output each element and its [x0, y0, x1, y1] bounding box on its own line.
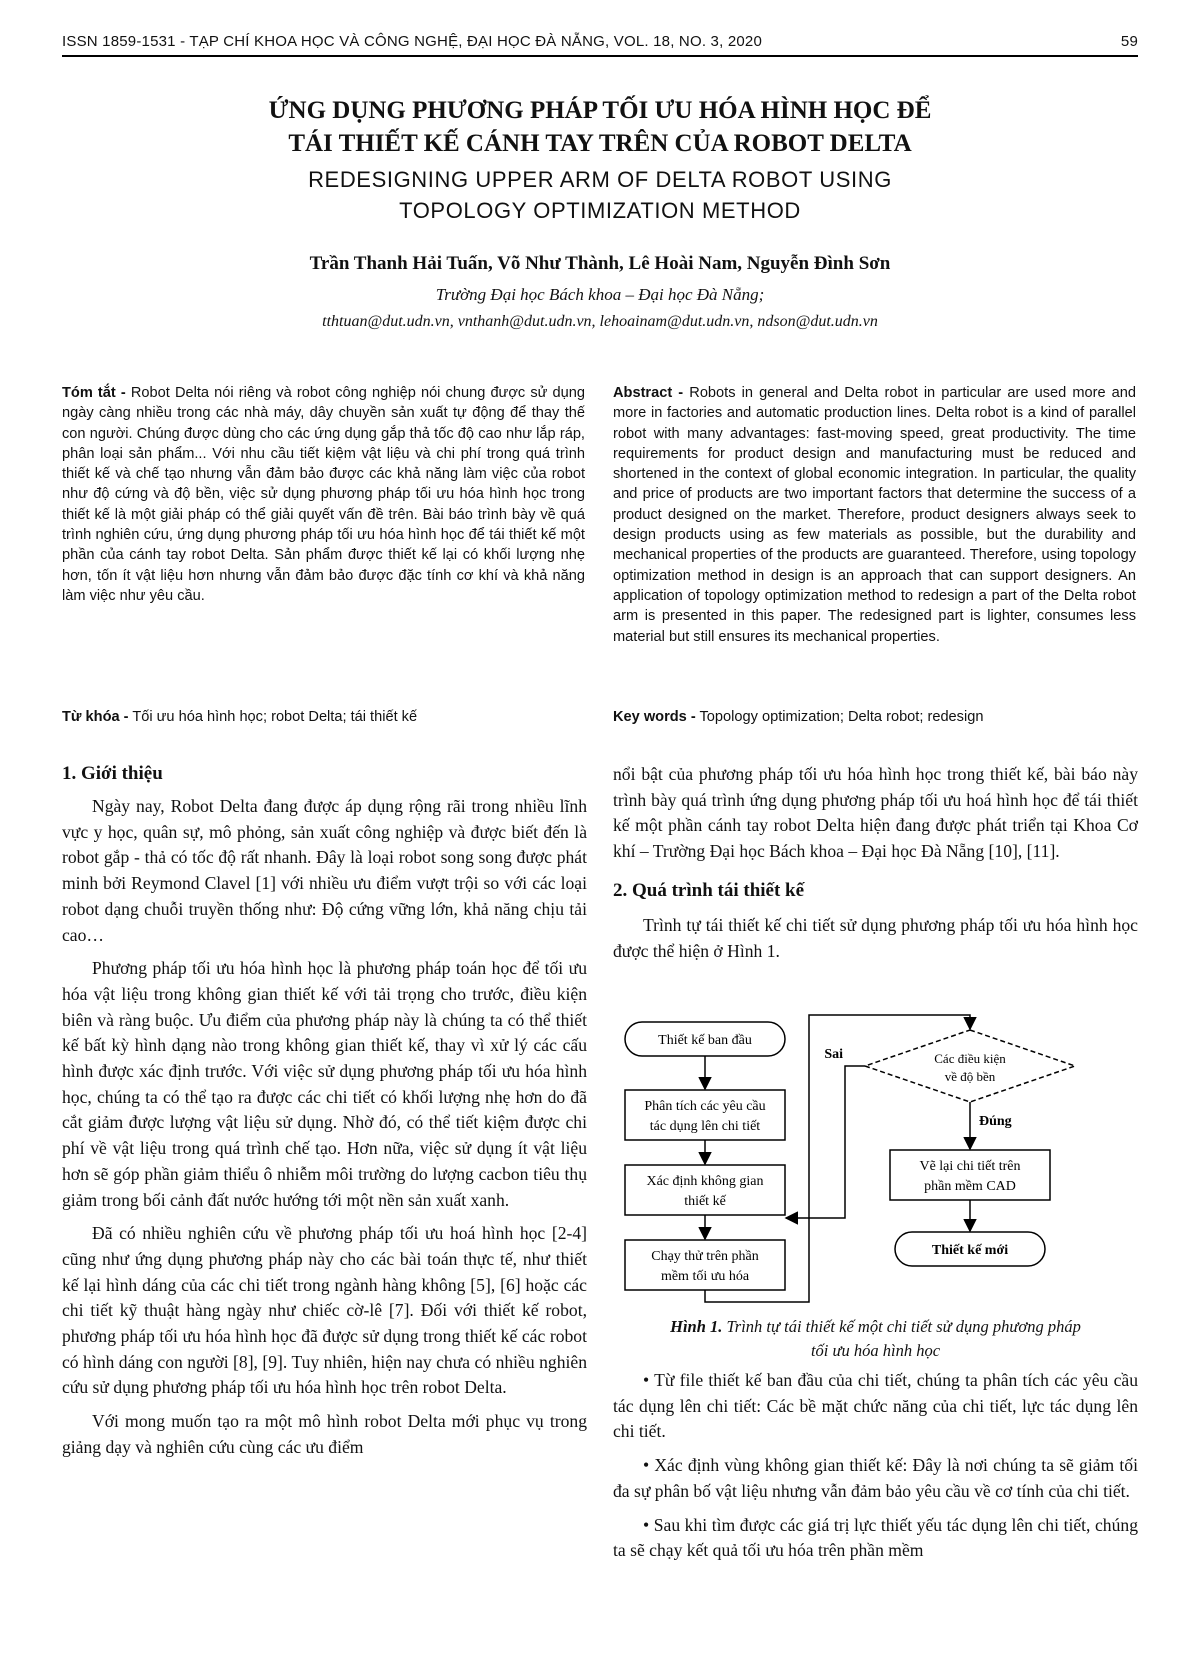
figure-1-caption-text: Trình tự tái thiết kế một chi tiết sử dụng phương pháp [726, 1317, 1081, 1336]
author-emails: tthtuan@dut.udn.vn, vnthanh@dut.udn.vn, lehoainam@dut.udn.vn, ndson@dut.udn.vn [322, 313, 878, 330]
flow-step-analyze-line-1: Phân tích các yêu cầu [644, 1099, 766, 1114]
figure-1-caption-label: Hình 1. [670, 1317, 723, 1336]
flow-start-label: Thiết kế ban đầu [658, 1033, 752, 1048]
keywords-vietnamese [62, 709, 585, 725]
title-english [60, 164, 1140, 226]
section-1-paragraph: Ngày nay, Robot Delta đang được áp dụng rộng rãi trong nhiều lĩnh vực y học, quân sự, mô phỏng, sản xuất công nghiệp và được biết đến là robot gắp - thả có tốc độ rất nhanh. Đây là loại robot song song được phát minh bởi Reymond Clavel [1] với nhiều ưu điểm vượt trội so với các loại robot dạng chuỗi truyền thống như: Độ cứng vững lớn, khả năng chịu tải cao… [62, 796, 587, 945]
left-column [62, 762, 587, 1469]
keywords-vi-text: Tối ưu hóa hình học; robot Delta; tái thiết kế [132, 709, 418, 725]
flow-step-design-space-line-1: Xác định không gian [646, 1174, 764, 1189]
flow-step-analyze-line-2: tác dụng lên chi tiết [649, 1119, 761, 1134]
section-1-heading: 1. Giới thiệu [62, 763, 163, 784]
title-en-line-2: TOPOLOGY OPTIMIZATION METHOD [399, 198, 801, 223]
section-1-paragraph: Phương pháp tối ưu hóa hình học là phương pháp toán học để tối ưu hóa vật liệu trong không gian thiết kế với tải trọng cho trước, điều kiện biên và ràng buộc. Ưu điểm của phương pháp này là chúng ta có thể thiết kế bất kỳ hình dạng nào trong không gian thiết kế, thay vì xử lý các cấu hình được xác định trước. Với việc sử dụng phương pháp tối ưu hóa hình học, chúng ta có thể tạo ra được các chi tiết có khối lượng nhẹ hơn do đã cắt giảm được lượng vật liệu sử dụng. Nhờ đó, có thể tiết kiệm được chi phí về vật liệu trong quá trình chế tạo. Hơn nữa, việc sử dụng ít vật liệu hơn sẽ góp phần giảm thiểu ô nhiễm môi trường do lượng cacbon tiêu thụ giảm trong bối cảnh đất nước hướng tới một nền sản xuất xanh. [62, 958, 587, 1210]
abstract-en-text: Robots in general and Delta robot in particular are used more and more in factories and automatic production lines. Delta robot is a kind of parallel robot with many advantages: fast-moving speed, great productivity. The time requirements for product design and manufacturing must be reduced and shortened in the context of global economic integration. In particular, the quality and price of products are two important factors that determine the success of a product designed on the market. Therefore, product designers always seek to design products using as few materials as possible, but the durability and mechanical properties of the products are guaranteed. Therefore, using topology optimization method in design is an approach that can support designers. An application of topology optimization method to redesign a part of the Delta robot arm is presented in this paper. The redesigned part is lighter, consumes less material but still ensures its mechanical properties. [613, 385, 1137, 645]
abstract-en-label: Abstract - [613, 385, 684, 401]
section-1-paragraph: Với mong muốn tạo ra một mô hình robot Delta mới phục vụ trong giảng dạy và nghiên cứu cùng các ưu điểm [62, 1411, 587, 1457]
section-1-continuation: nổi bật của phương pháp tối ưu hóa hình học trong thiết kế, bài báo này trình bày quá trình ứng dụng phương pháp tối ưu hoá hình học để tái thiết kế một phần cánh tay robot Delta hiện đang được phát triển tại Khoa Cơ khí – Trường Đại học Bách khoa – Đại học Đà Nẵng [10], [11]. [613, 764, 1138, 862]
flow-step-optimize-line-2: mềm tối ưu hóa [660, 1269, 750, 1284]
flow-label-yes: Đúng [979, 1114, 1012, 1129]
figure-1-caption [613, 1315, 1138, 1363]
abstract-vi-text: Robot Delta nói riêng và robot công nghiệp nói chung được sử dụng ngày càng nhiều trong các nhà máy, dây chuyền sản xuất tự động để thay thế con người. Chúng được dùng cho các ứng dụng gắp thả tốc độ cao như lắp ráp, phân loại sản phẩm... Với nhu cầu tiết kiệm vật liệu và chi phí trong quá trình thiết kế và chế tạo nhưng vẫn đảm bảo được các khả năng làm việc của robot như độ cứng và độ bền, việc sử dụng phương pháp tối ưu hóa hình học trong thiết kế là một giải pháp có thể giải quyết vấn đề trên. Bài báo trình bày về quá trình nghiên cứu, ứng dụng phương pháp tối ưu hóa hình học để tái thiết kế một phần của cánh tay robot Delta. Sản phẩm được thiết kế lại có khối lượng nhẹ hơn, tốn ít vật liệu hơn nhưng vẫn đảm bảo được đặc tính cơ khí và khả năng làm việc như yêu cầu. [62, 385, 585, 604]
header-rule [62, 55, 1138, 57]
title-vi-line-2: TÁI THIẾT KẾ CÁNH TAY TRÊN CỦA ROBOT DELTA [288, 130, 912, 157]
section-2-bullet: • Sau khi tìm được các giá trị lực thiết yếu tác dụng lên chi tiết, chúng ta sẽ chạy kết quả tối ưu hóa trên phần mềm [613, 1514, 1138, 1561]
flow-end-label: Thiết kế mới [931, 1243, 1009, 1258]
flow-decision-line-2: về độ bền [944, 1069, 996, 1084]
keywords-en-text: Topology optimization; Delta robot; redesign [699, 709, 984, 725]
flow-label-no: Sai [824, 1047, 843, 1062]
page-number: 59 [1120, 33, 1138, 50]
title-en-line-1: REDESIGNING UPPER ARM OF DELTA ROBOT USING [308, 167, 892, 192]
section-2-bullet: • Từ file thiết kế ban đầu của chi tiết, chúng ta phân tích các yêu cầu tác dụng lên chi tiết: Các bề mặt chức năng của chi tiết, lực tác dụng lên chi tiết. [613, 1370, 1138, 1442]
section-2-intro: Trình tự tái thiết kế chi tiết sử dụng phương pháp tối ưu hóa hình học được thể hiện ở Hình 1. [613, 914, 1138, 961]
section-2-heading: 2. Quá trình tái thiết kế [613, 879, 805, 901]
abstract-vi-label: Tóm tắt - [62, 385, 126, 401]
figure-1-flowchart [613, 1010, 1138, 1310]
right-column-top [613, 762, 1138, 972]
running-header [62, 33, 1138, 55]
section-2-bullet: • Xác định vùng không gian thiết kế: Đây là nơi chúng ta sẽ giảm tối đa sự phân bố vật liệu nhưng vẫn đảm bảo yêu cầu về cơ tính của chi tiết. [613, 1455, 1138, 1501]
journal-line: ISSN 1859-1531 - TẠP CHÍ KHOA HỌC VÀ CÔNG NGHỆ, ĐẠI HỌC ĐÀ NẴNG, VOL. 18, NO. 3, 2020 [62, 33, 763, 50]
abstract-vietnamese [62, 383, 585, 606]
flow-step-design-space-line-2: thiết kế [684, 1194, 726, 1209]
keywords-vi-label: Từ khóa - [62, 709, 129, 725]
flow-decision-diamond [865, 1030, 1075, 1102]
authors: Trần Thanh Hải Tuấn, Võ Như Thành, Lê Hoài Nam, Nguyễn Đình Sơn [309, 253, 891, 274]
flow-decision-line-1: Các điều kiện [934, 1051, 1006, 1066]
title-vi-line-1: ỨNG DỤNG PHƯƠNG PHÁP TỐI ƯU HÓA HÌNH HỌC ĐỂ [268, 97, 932, 124]
flow-arrow-no [786, 1066, 865, 1218]
keywords-english [613, 709, 1136, 725]
keywords-en-label: Key words - [613, 709, 696, 725]
flow-step-cad-line-2: phần mềm CAD [924, 1179, 1016, 1194]
affiliation: Trường Đại học Bách khoa – Đại học Đà Nẵng; [435, 285, 765, 304]
flow-step-cad-line-1: Vẽ lại chi tiết trên [919, 1159, 1021, 1174]
flow-step-optimize-line-1: Chạy thử trên phần [651, 1249, 759, 1264]
figure-1-caption-text-line-2: tối ưu hóa hình học [810, 1341, 941, 1360]
title-vietnamese [60, 94, 1140, 160]
right-column-bottom [613, 1368, 1138, 1572]
section-1-paragraph: Đã có nhiều nghiên cứu về phương pháp tối ưu hoá hình học [2-4] cũng như ứng dụng phương pháp này cho các bài toán thực tế, như thiết kế lại hình dáng của các chi tiết trong ngành hàng không [5], [6] hoặc các chi tiết kỹ thuật hàng ngày như chiếc cờ-lê [7]. Đối với thiết kế robot, phương pháp tối ưu hóa hình học đã được sử dụng trong thiết kế các robot có hình dáng con người [8], [9]. Tuy nhiên, hiện nay chưa có nhiều nghiên cứu sử dụng phương pháp tối ưu hóa hình học trên robot Delta. [62, 1223, 587, 1398]
abstract-english [613, 383, 1136, 647]
